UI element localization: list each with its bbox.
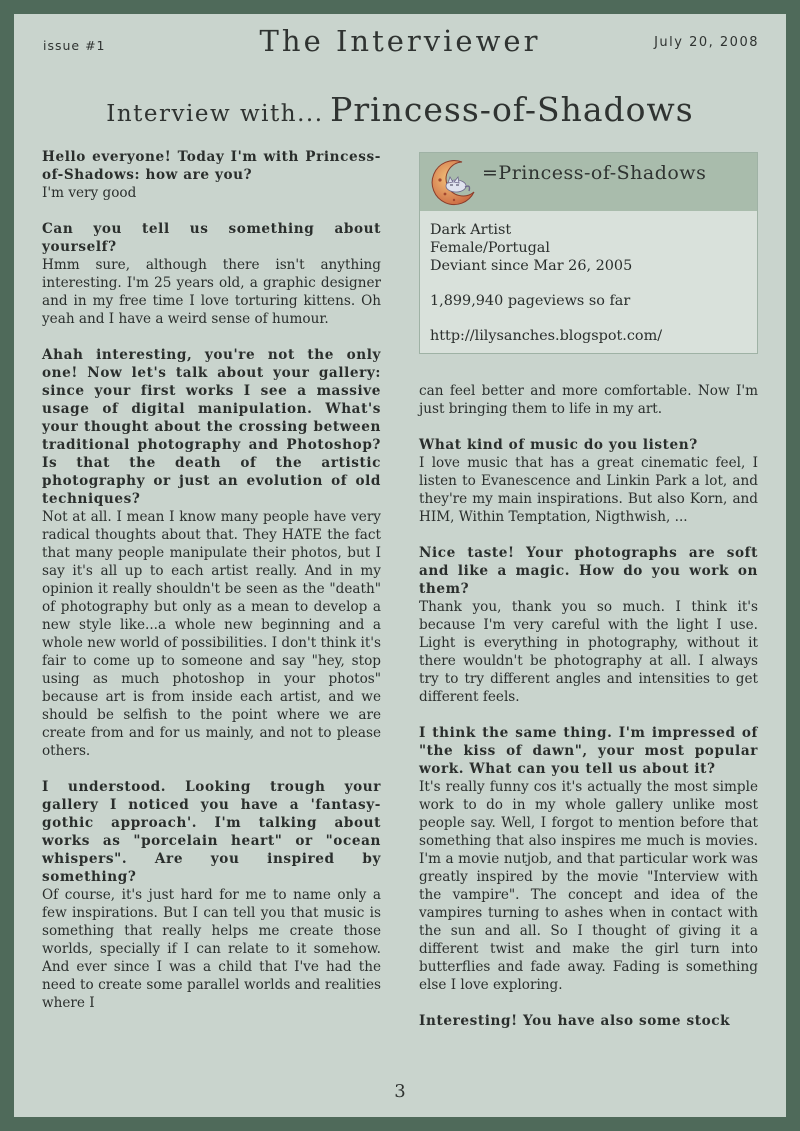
answer: I love music that has a great cinematic feel, I listen to Evanescence and Linkin Park a lot, and they're my main inspirations. But also Korn, and HIM, Within Temptation, Nigthwish, ...	[419, 455, 758, 525]
question: What kind of music do you listen?	[419, 437, 698, 453]
qa-block	[42, 220, 381, 328]
answer: can feel better and more comfortable. Now I'm just bringing them to life in my art.	[419, 383, 758, 417]
crescent-moon-cat-icon[interactable]	[428, 158, 478, 206]
answer: Of course, it's just hard for me to name only a few inspirations. But I can tell you that music is something that really helps me create those worlds, specially if I can relate to it somehow. And ever since I was a child that I've had the need to create some parallel worlds and realities where I	[42, 887, 381, 1011]
profile-card	[419, 152, 758, 354]
answer-continuation	[419, 382, 758, 418]
question: Can you tell us something about yourself?	[42, 221, 381, 255]
question: Ahah interesting, you're not the only one! Now let's talk about your gallery: since your first works I see a massive usage of digital manipulation. What's your thought about the crossing between traditional photography and Photoshop? Is that the death of the artistic photography or just an evolution of old techniques?	[42, 347, 381, 507]
question: Hello everyone! Today I'm with Princess-of-Shadows: how are you?	[42, 149, 381, 183]
qa-block	[42, 148, 381, 202]
qa-block	[419, 436, 758, 526]
profile-details	[420, 211, 757, 345]
interview-headline	[14, 90, 786, 129]
question: Nice taste! Your photographs are soft and like a magic. How do you work on them?	[419, 545, 758, 597]
question: I think the same thing. I'm impressed of "the kiss of dawn", your most popular work. What can you tell us about it?	[419, 725, 758, 777]
answer: I'm very good	[42, 185, 137, 201]
answer: Thank you, thank you so much. I think it's because I'm very careful with the light I use. Light is everything in photography, without it there wouldn't be photography at all. I always try to try different angles and intensities to get different feels.	[419, 599, 758, 705]
profile-url-link[interactable]: http://lilysanches.blogspot.com/	[430, 328, 663, 344]
profile-location: Female/Portugal	[430, 240, 550, 256]
headline-name: Princess-of-Shadows	[330, 90, 694, 129]
answer: It's really funny cos it's actually the most simple work to do in my whole gallery unlike most people say. Well, I forgot to mention before that something that also inspires me much is movies. I'm a movie nutjob, and that particular work was greatly inspired by the movie "Interview with the vampire". The concept and idea of the vampires turning to ashes when in contact with the sun and all. So I thought of giving it a different twist and make the girl turn into butterflies and fade away. Fading is something else I love exploring.	[419, 779, 758, 993]
issue-number: issue #1	[43, 38, 106, 53]
profile-role: Dark Artist	[430, 222, 512, 238]
qa-block	[419, 544, 758, 706]
profile-pageviews: 1,899,940 pageviews so far	[430, 293, 631, 309]
question: I understood. Looking trough your gallery I noticed you have a 'fantasy-gothic approach'. I'm talking about works as "porcelain heart" or "ocean whispers". Are you inspired by something?	[42, 779, 381, 885]
magazine-title: The Interviewer	[259, 24, 541, 58]
qa-block	[42, 778, 381, 1012]
question: Interesting! You have also some stock	[419, 1013, 731, 1029]
headline-prefix: Interview with...	[106, 101, 324, 127]
answer: Hmm sure, although there isn't anything interesting. I'm 25 years old, a graphic designer and in my free time I love torturing kittens. Oh yeah and I have a weird sense of humour.	[42, 257, 381, 327]
magazine-page	[14, 14, 786, 1117]
issue-date: July 20, 2008	[654, 35, 759, 50]
answer: Not at all. I mean I know many people have very radical thoughts about that. They HATE the fact that many people manipulate their photos, but I say it's all up to each artist really. And in my opinion it really shouldn't be seen as the "death" of photography but only as a mean to develop a new style like...a whole new beginning and a whole new world of possibilities. I don't think it's fair to come up to someone and say "hey, stop using as much photoshop in your photos" because art is from inside each artist, and we should be selfish to the point where we are create from and for us mainly, and not to please others.	[42, 509, 381, 759]
right-column	[419, 382, 758, 1030]
profile-username[interactable]: =Princess-of-Shadows	[482, 162, 707, 184]
page-number: 3	[394, 1081, 406, 1102]
left-column	[42, 148, 381, 1030]
qa-block	[42, 346, 381, 760]
profile-member-since: Deviant since Mar 26, 2005	[430, 258, 633, 274]
qa-block	[419, 724, 758, 994]
profile-header	[420, 153, 757, 211]
